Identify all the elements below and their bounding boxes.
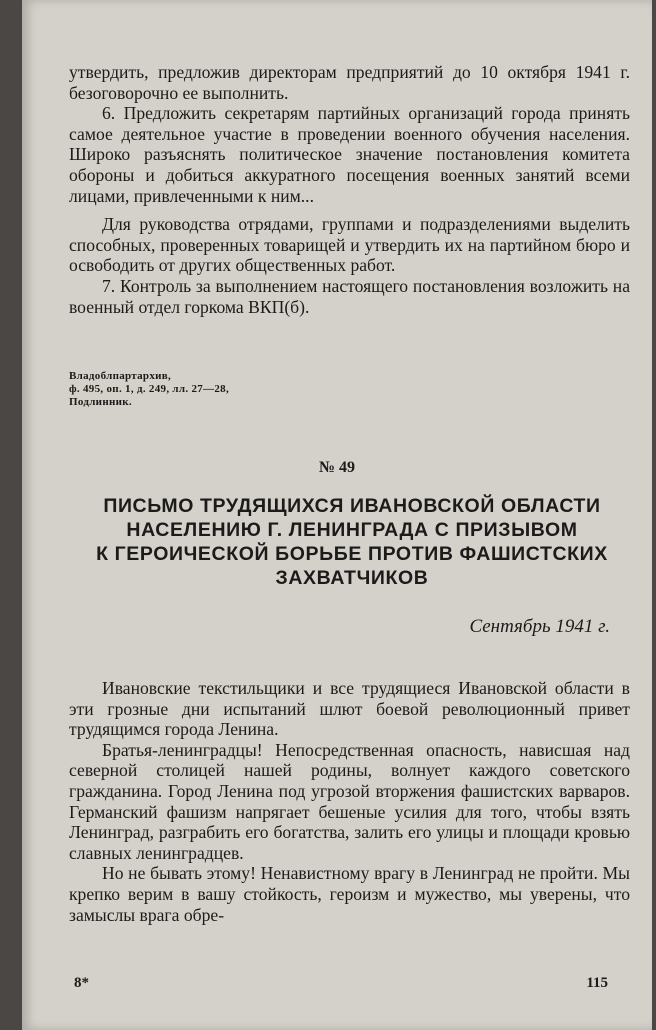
body-text-block bbox=[69, 678, 630, 925]
document-date: Сентябрь 1941 г. bbox=[469, 616, 610, 637]
archive-reference bbox=[69, 370, 229, 409]
title-line: ЗАХВАТЧИКОВ bbox=[275, 567, 429, 589]
signature-mark: 8* bbox=[74, 975, 89, 991]
paragraph: утвердить, предложив директорам предприятий до 10 октября 1941 г. безоговорочно ее выполнить. bbox=[69, 62, 630, 103]
paragraph: Ивановские текстильщики и все трудящиеся Ивановской области в эти грозные дни испытаний шлют боевой революционный привет трудящимся города Ленина. bbox=[69, 678, 630, 740]
paragraph: Братья-ленинградцы! Непосредственная опасность, нависшая над северной столицей нашей родины, волнует каждого советского гражданина. Город Ленина под угрозой вторжения фашистских варваров. Германский фашизм напрягает бешеные усилия для того, чтобы взять Ленинград, разграбить его богатства, залить его улицы и площади кровью славных ленинградцев. bbox=[69, 739, 630, 863]
archive-line: Владоблпартархив, bbox=[69, 370, 172, 382]
document-number: № 49 bbox=[318, 459, 356, 476]
title-line: ПИСЬМО ТРУДЯЩИХСЯ ИВАНОВСКОЙ ОБЛАСТИ bbox=[103, 495, 601, 517]
page-number: 115 bbox=[586, 975, 608, 991]
book-page bbox=[22, 0, 652, 1030]
top-text-block bbox=[69, 62, 630, 317]
paragraph: 6. Предложить секретарям партийных организаций города принять самое деятельное участие в проведении военного обучения населения. Широко разъяснять политическое значение постановления комитета обороны и добиться аккуратного посещения военных занятий всеми лицами, привлеченными к ним... bbox=[69, 103, 630, 206]
paragraph: 7. Контроль за выполнением настоящего постановления возложить на военный отдел горкома ВКП(б). bbox=[69, 275, 630, 317]
paragraph: Для руководства отрядами, группами и подразделениями выделить способных, проверенных товарищей и утвердить их на партийном бюро и освободить от других общественных работ. bbox=[69, 214, 630, 276]
archive-line: ф. 495, оп. 1, д. 249, лл. 27—28, bbox=[69, 383, 230, 395]
title-line: К ГЕРОИЧЕСКОЙ БОРЬБЕ ПРОТИВ ФАШИСТСКИХ bbox=[96, 543, 608, 565]
title-line: НАСЕЛЕНИЮ Г. ЛЕНИНГРАДА С ПРИЗЫВОМ bbox=[126, 519, 578, 541]
paragraph: Но не бывать этому! Ненавистному врагу в Ленинград не пройти. Мы крепко верим в вашу стойкость, героизм и мужество, мы уверены, что замыслы врага обре- bbox=[69, 863, 630, 925]
archive-line: Подлинник. bbox=[69, 396, 132, 408]
document-title bbox=[62, 494, 642, 590]
